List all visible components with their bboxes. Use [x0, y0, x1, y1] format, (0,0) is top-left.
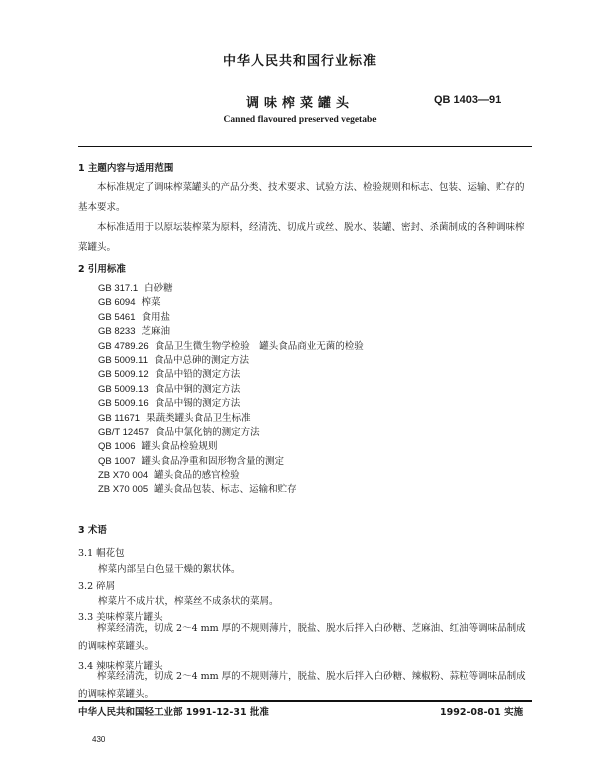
reference-name: 食品卫生微生物学检验 罐头食品商业无菌的检验 [154, 340, 364, 352]
section-1-heading: 1 主题内容与适用范围 [78, 163, 174, 174]
reference-name: 罐头食品包装、标志、运输和贮存 [154, 484, 297, 496]
reference-item [98, 397, 364, 411]
reference-item [98, 311, 364, 325]
reference-item [98, 296, 364, 310]
standard-number: QB 1403—91 [434, 94, 502, 106]
term-3-1-definition: 榨菜内部呈白色显干燥的絮状体。 [98, 564, 241, 575]
reference-item [98, 455, 364, 469]
reference-name: 榨菜 [141, 297, 161, 309]
section-1-paragraph-1: 本标准规定了调味榨菜罐头的产品分类、技术要求、试验方法、检验规则和标志、包装、运输、贮存的基本要求。 [78, 182, 525, 213]
reference-item [98, 483, 364, 497]
reference-name: 白砂糖 [144, 283, 173, 294]
reference-name: 芝麻油 [141, 326, 171, 338]
reference-item [98, 354, 364, 368]
footer-divider [78, 700, 532, 702]
standard-type-heading: 中华人民共和国行业标准 [222, 54, 377, 69]
header-divider [78, 146, 532, 147]
page-number: 430 [92, 735, 106, 744]
reference-name: 罐头食品的感官检验 [154, 470, 240, 482]
reference-code: GB 4789.26 [98, 340, 149, 352]
section-1-paragraph-2: 本标准适用于以原坛装榨菜为原料，经清洗、切成片或丝、脱水、装罐、密封、杀菌制成的各种调味榨菜罐头。 [78, 222, 525, 253]
reference-code: GB 5009.11 [98, 354, 149, 366]
reference-code: ZB X70 004 [98, 470, 149, 482]
section-3-heading: 3 术语 [78, 525, 107, 536]
reference-code: GB 5009.16 [98, 398, 149, 410]
reference-code: GB 5009.13 [98, 383, 149, 395]
reference-item [98, 325, 364, 339]
reference-name: 罐头食品检验规则 [141, 441, 218, 453]
term-3-3-definition: 榨菜经清洗，切成 2～4 mm 厚的不规则薄片，脱盐、脱水后拌入白砂糖、芝麻油、红油等调味品制成的调味榨菜罐头。 [78, 623, 526, 652]
reference-code: GB/T 12457 [98, 426, 150, 438]
reference-name: 果蔬类罐头食品卫生标准 [146, 412, 251, 424]
reference-name: 食品中总砷的测定方法 [154, 354, 250, 366]
reference-name: 食品中铅的测定方法 [154, 369, 241, 381]
reference-code: ZB X70 005 [98, 484, 149, 496]
reference-code: GB 5461 [98, 311, 136, 323]
term-3-1-title: 3.1 帽花包 [78, 548, 125, 559]
term-3-3-title: 3.3 美味榨菜片罐头 [78, 612, 163, 623]
reference-item [98, 412, 364, 426]
reference-list [98, 282, 364, 498]
reference-code: GB 317.1 [98, 283, 139, 294]
reference-name: 食品中铜的测定方法 [154, 383, 241, 395]
document-title-cn: 调味榨菜罐头 [245, 96, 354, 111]
reference-item [98, 340, 364, 354]
reference-item [98, 368, 364, 382]
reference-code: GB 11671 [98, 412, 141, 424]
reference-name: 食用盐 [141, 311, 171, 323]
term-3-4-title: 3.4 辣味榨菜片罐头 [78, 661, 163, 672]
section-2-heading: 2 引用标准 [78, 264, 126, 275]
reference-code: QB 1006 [98, 441, 136, 453]
reference-item [98, 440, 364, 454]
document-title-en: Canned flavoured preserved vegetabe [223, 115, 377, 125]
reference-code: GB 5009.12 [98, 369, 149, 381]
reference-item [98, 383, 364, 397]
effective-date: 1992-08-01 实施 [440, 707, 524, 718]
reference-item [98, 469, 364, 483]
reference-code: QB 1007 [98, 455, 136, 467]
reference-name: 食品中氯化钠的测定方法 [155, 426, 260, 438]
reference-item [98, 282, 364, 296]
term-3-4-definition: 榨菜经清洗，切成 2～4 mm 厚的不规则薄片，脱盐、脱水后拌入白砂糖、辣椒粉、蒜粒等调味品制成的调味榨菜罐头。 [78, 671, 526, 700]
reference-name: 食品中锡的测定方法 [154, 398, 241, 410]
reference-code: GB 6094 [98, 297, 136, 309]
reference-name: 罐头食品净重和固形物含量的测定 [141, 455, 285, 467]
reference-item [98, 426, 364, 440]
term-3-2-title: 3.2 碎屑 [78, 581, 116, 592]
reference-code: GB 8233 [98, 326, 136, 338]
term-3-2-definition: 榨菜片不成片状，榨菜丝不成条状的菜屑。 [98, 596, 279, 607]
approval-statement: 中华人民共和国轻工业部 1991-12-31 批准 [78, 707, 269, 718]
